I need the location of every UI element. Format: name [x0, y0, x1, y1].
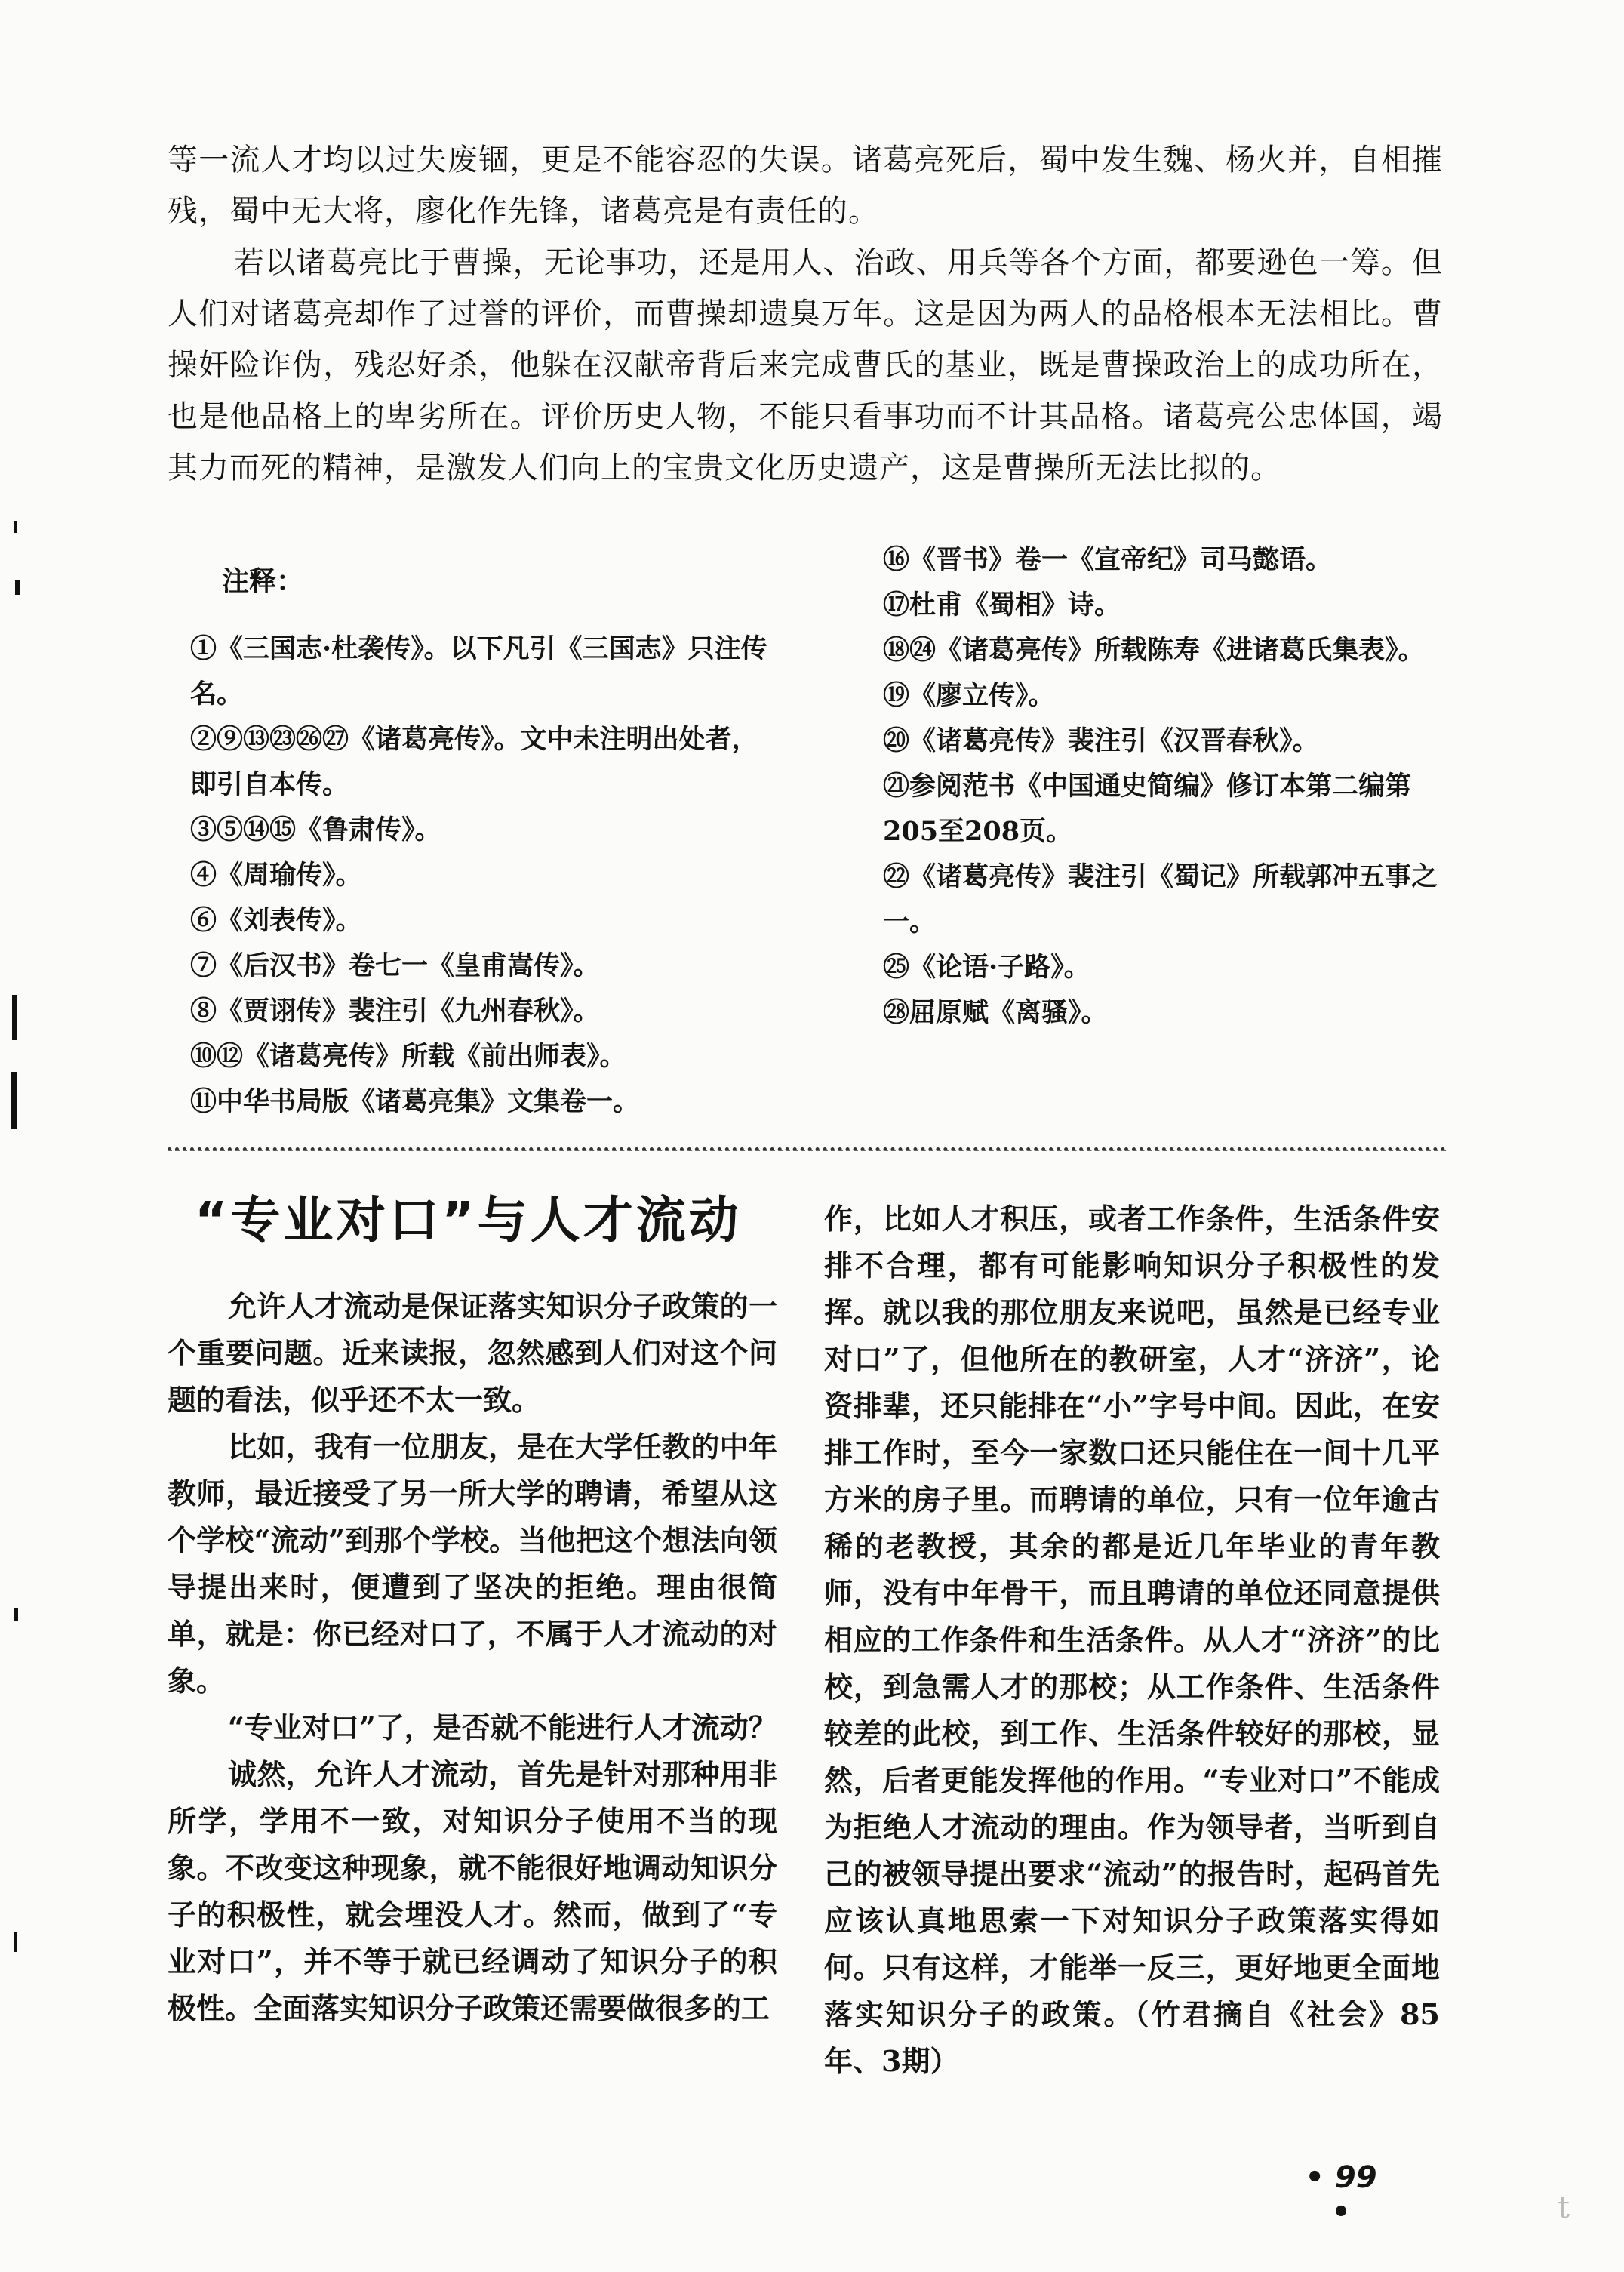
corner-mark: t: [1558, 2190, 1570, 2225]
note-item: ⑦《后汉书》卷七一《皇甫嵩传》。: [190, 950, 600, 981]
note-item: ⑪中华书局版《诸葛亮集》文集卷一。: [190, 1086, 640, 1117]
essay-paragraph: 若以诸葛亮比于曹操，无论事功，还是用人、治政、用兵等各个方面，都要逊色一筹。但人们对诸葛亮却作了过誉的评价，而曹操却遗臭万年。这是因为两人的品格根本无法相比。曹操奸险诈伪，残忍好杀，他躲在汉献帝背后来完成曹氏的基业，既是曹操政治上的成功所在，也是他品格上的卑劣所在。评价历史人物，不能只看事功而不计其品格。诸葛亮公忠体国，竭其力而死的精神，是激发人们向上的宝贵文化历史遗产，这是曹操所无法比拟的。: [168, 245, 1443, 485]
note-item: ④《周瑜传》。: [190, 860, 362, 891]
notes-column-left: [190, 559, 779, 1125]
page-number: • 99 •: [1305, 2160, 1377, 2230]
article-paragraph: “专业对口”了，是否就不能进行人才流动？: [228, 1710, 777, 1744]
note-item: ⑳《诸葛亮传》裴注引《汉晋春秋》。: [883, 725, 1319, 756]
note-item: ㉕《论语·子路》。: [883, 952, 1090, 983]
scan-mark: [15, 580, 20, 595]
note-item: ㉒《诸葛亮传》裴注引《蜀记》所载郭冲五事之一。: [883, 861, 1438, 937]
note-item: ⑥《刘表传》。: [190, 905, 362, 936]
notes-column-right: [883, 537, 1441, 1036]
article-title: “专业对口”与人才流动: [195, 1191, 742, 1249]
note-item: ③⑤⑭⑮《鲁肃传》。: [190, 814, 441, 845]
scan-mark: [14, 1932, 17, 1952]
scan-mark: [11, 1072, 17, 1129]
article-paragraph: 作，比如人才积压，或者工作条件，生活条件安排不合理，都有可能影响知识分子积极性的发挥。就以我的那位朋友来说吧，虽然是已经专业对口”了，但他所在的教研室，人才“济济”，论资排辈，还只能排在“小”字号中间。因此，在安排工作时，至今一家数口还只能住在一间十几平方米的房子里。而聘请的单位，只有一位年逾古稀的老教授，其余的都是近几年毕业的青年教师，没有中年骨干，而且聘请的单位还同意提供相应的工作条件和生活条件。从人才“济济”的比校，到急需人才的那校；从工作条件、生活条件较差的此校，到工作、生活条件较好的那校，显然，后者更能发挥他的作用。“专业对口”不能成为拒绝人才流动的理由。作为领导者，当听到自己的被领导提出要求“流动”的报告时，起码首先应该认真地思索一下对知识分子政策落实得如何。只有这样，才能举一反三，更好地更全面地落实知识分子的政策。（竹君摘自《社会》85年、3期）: [824, 1202, 1440, 2078]
note-item: ⑱㉔《诸葛亮传》所载陈寿《进诸葛氏集表》。: [883, 635, 1425, 666]
scan-mark: [14, 1608, 18, 1621]
section-divider: [168, 1147, 1446, 1159]
note-item: ⑲《廖立传》。: [883, 680, 1055, 711]
scan-mark: [14, 521, 17, 533]
article-column-right: [824, 1196, 1440, 2085]
note-item: ②⑨⑬㉓㉖㉗《诸葛亮传》。文中未注明出处者，即引自本传。: [190, 724, 758, 800]
note-item: ⑧《贾诩传》裴注引《九州春秋》。: [190, 996, 600, 1027]
note-item: ㉑参阅范书《中国通史简编》修订本第二编第205至208页。: [883, 771, 1412, 847]
article-paragraph: 比如，我有一位朋友，是在大学任教的中年教师，最近接受了另一所大学的聘请，希望从这个学校“流动”到那个学校。当他把这个想法向领导提出来时，便遭到了坚决的拒绝。理由很简单，就是：你已经对口了，不属于人才流动的对象。: [168, 1430, 777, 1698]
article-paragraph: 允许人才流动是保证落实知识分子政策的一个重要问题。近来读报，忽然感到人们对这个问题的看法，似乎还不太一致。: [168, 1289, 777, 1417]
article-paragraph: 诚然，允许人才流动，首先是针对那种用非所学，学用不一致，对知识分子使用不当的现象。不改变这种现象，就不能很好地调动知识分子的积极性，就会埋没人才。然而，做到了“专业对口”，并不等于就已经调动了知识分子的积极性。全面落实知识分子政策还需要做很多的工: [168, 1757, 777, 2025]
note-item: ⑯《晋书》卷一《宣帝纪》司马懿语。: [883, 544, 1333, 575]
essay-paragraph: 等一流人才均以过失废锢，更是不能容忍的失误。诸葛亮死后，蜀中发生魏、杨火并，自相摧残，蜀中无大将，廖化作先锋，诸葛亮是有责任的。: [168, 143, 1443, 229]
continued-essay: [168, 134, 1443, 494]
note-item: ①《三国志·杜袭传》。以下凡引《三国志》只注传名。: [190, 633, 767, 710]
scan-mark: [12, 995, 17, 1040]
note-item: ⑩⑫《诸葛亮传》所载《前出师表》。: [190, 1041, 626, 1072]
note-item: ㉘屈原赋《离骚》。: [883, 997, 1108, 1028]
article-column-left: [168, 1283, 777, 2032]
note-item: ⑰杜甫《蜀相》诗。: [883, 590, 1121, 620]
notes-title: 注释：: [222, 565, 304, 597]
